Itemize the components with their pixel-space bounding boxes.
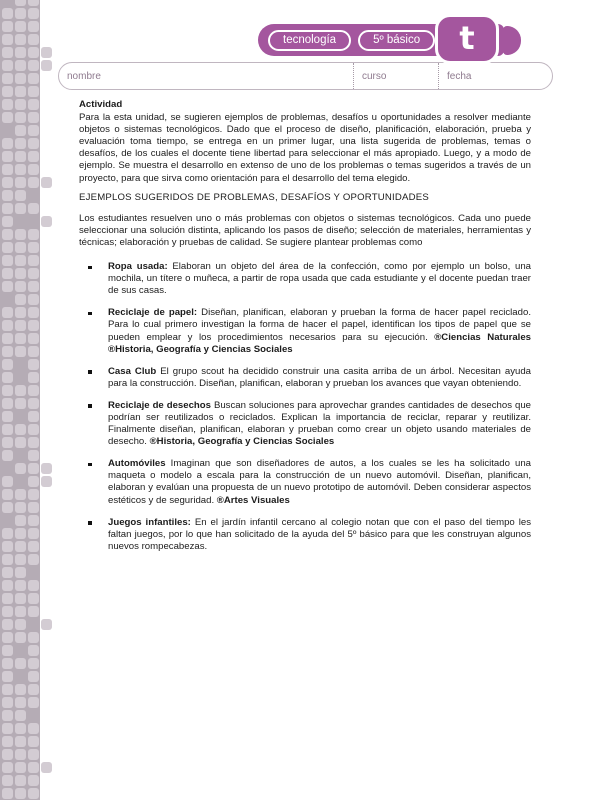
pattern-square [15,541,26,552]
pattern-square [2,398,13,409]
subject-pill: tecnología [268,30,351,51]
pattern-square [15,125,26,136]
grade-pill: 5º básico [358,30,435,51]
pattern-square [2,385,13,396]
pattern-square [28,255,39,266]
pattern-square [28,515,39,526]
pattern-square [15,21,26,32]
pattern-square [15,86,26,97]
bullet-lead: Casa Club [108,365,157,377]
pattern-square [2,99,13,110]
pattern-square [41,476,52,487]
pattern-square [15,528,26,539]
logo-badge [435,14,499,64]
pattern-square [15,658,26,669]
pattern-square [28,0,39,6]
pattern-square [41,762,52,773]
bullet-lead: Juegos infantiles: [108,516,191,528]
pattern-square [28,502,39,513]
pattern-square [2,60,13,71]
pattern-square [15,554,26,565]
pattern-square [15,164,26,175]
pattern-square [2,567,13,578]
pattern-square [15,151,26,162]
pattern-square [15,333,26,344]
list-item: Ropa usada: Elaboran un objeto del área de la confección, como por ejemplo un bolso, una mochila, un títere o muñeca, a partir de ropa usada que cada estudiante y el docente puedan traer de sus casas. [79,261,531,297]
pattern-square [15,723,26,734]
pattern-square [2,619,13,630]
pattern-square [15,398,26,409]
pattern-square [28,320,39,331]
decorative-pattern [0,0,40,800]
pattern-square [15,0,26,6]
pattern-square [28,242,39,253]
pattern-square [15,346,26,357]
pattern-square [15,242,26,253]
pattern-square [28,21,39,32]
pattern-square [28,684,39,695]
list-item: Juegos infantiles: En el jardín infantil cercano al colegio notan que con el paso del tiempo les faltan juegos, por lo que han solicitado de la ayuda del 5º básico para que les construyan algunos nuevos rompecabezas. [79,517,531,553]
bullet-lead: Reciclaje de papel: [108,307,198,319]
fecha-field[interactable] [438,63,552,89]
pattern-square [28,541,39,552]
pattern-square [15,294,26,305]
pattern-square [2,450,13,461]
pattern-square [2,177,13,188]
pattern-square [2,684,13,695]
pattern-square [28,736,39,747]
pattern-square [28,411,39,422]
list-item: Casa Club El grupo scout ha decidido construir una casita arriba de un árbol. Necesitan ayuda para la construcción. Diseñan, planifican, elaboran y prueban los avances que vayan obteniendo. [79,366,531,390]
worksheet-content [79,99,531,563]
bullet-lead: Ropa usada: [108,261,168,273]
pattern-square [15,268,26,279]
pattern-square [2,216,13,227]
pattern-square [28,671,39,682]
pattern-square [15,580,26,591]
pattern-square [28,372,39,383]
pattern-square [28,281,39,292]
pattern-square [2,138,13,149]
pattern-square [28,359,39,370]
pattern-square [2,346,13,357]
pattern-square [2,528,13,539]
pattern-square [15,73,26,84]
bullet-list [79,261,531,553]
pattern-square [28,47,39,58]
pattern-square [15,736,26,747]
pattern-square [15,606,26,617]
pattern-square [28,580,39,591]
pattern-square [28,450,39,461]
pattern-square [15,320,26,331]
activity-title: Actividad [79,99,123,110]
pattern-square [28,385,39,396]
student-info-row [58,62,553,90]
pattern-square [2,21,13,32]
pattern-square [2,268,13,279]
pattern-square [28,307,39,318]
pattern-square [2,593,13,604]
pattern-square [15,112,26,123]
list-item: Automóviles Imaginan que son diseñadores de autos, a los cuales se les ha solicitado una maqueta o modelo a escala para la construcción de un nuevo automóvil. Diseñan, planifican, elaboran y evalúan una propuesta de un nuevo prototipo de automóvil. Deben considerar aspectos estéticos y de seguridad. ®Artes Visuales [79,458,531,506]
pattern-square [2,359,13,370]
bullet-lead: Reciclaje de desechos [108,399,211,411]
pattern-square [41,47,52,58]
pattern-square [2,658,13,669]
pattern-square [2,723,13,734]
pattern-square [2,320,13,331]
pattern-square [15,190,26,201]
pattern-square [2,164,13,175]
list-item: Reciclaje de papel: Diseñan, planifican, elaboran y prueban la forma de hacer papel reciclado. Para lo cual primero investigan la forma de hacer el papel, identifican los tipos de papel que se pueden emplear y los procedimientos necesarios para su ejecución. ®Ciencias Naturales ®Historia, Geografía y Ciencias Sociales [79,307,531,355]
pattern-square [15,632,26,643]
pattern-square [28,177,39,188]
pattern-square [28,138,39,149]
pattern-square [28,60,39,71]
bullet-lead: Automóviles [108,458,166,470]
pattern-square [28,8,39,19]
pattern-square [41,463,52,474]
pattern-square [2,580,13,591]
pattern-square [15,515,26,526]
pattern-square [15,697,26,708]
subject-refs: ®Artes Visuales [216,494,290,506]
nombre-label: nombre [67,70,101,82]
pattern-square [28,463,39,474]
pattern-square [28,762,39,773]
pattern-square [2,203,13,214]
pattern-square [2,229,13,240]
pattern-square [15,60,26,71]
pattern-square [15,255,26,266]
pattern-square [2,710,13,721]
pattern-square [2,788,13,799]
pattern-square [28,489,39,500]
pattern-square [28,99,39,110]
tecnologia-logo-icon: t [459,18,475,57]
pattern-square [15,99,26,110]
pattern-square [2,47,13,58]
pattern-square [15,749,26,760]
pattern-square [28,606,39,617]
pattern-square [28,294,39,305]
subject-refs: ®Historia, Geografía y Ciencias Sociales [149,436,335,448]
pattern-square [28,151,39,162]
pattern-square [28,645,39,656]
pattern-square [15,281,26,292]
pattern-square [28,424,39,435]
pattern-square [28,86,39,97]
pattern-square [41,60,52,71]
pattern-square [2,671,13,682]
pattern-square [15,229,26,240]
pattern-square [41,177,52,188]
pattern-square [2,424,13,435]
pattern-square [2,112,13,123]
pattern-square [28,554,39,565]
pattern-square [15,47,26,58]
pattern-square [15,307,26,318]
pattern-square [41,619,52,630]
pattern-square [15,502,26,513]
pattern-square [2,502,13,513]
pattern-square [28,723,39,734]
pattern-square [28,528,39,539]
pattern-square [28,593,39,604]
logo-bump [503,26,521,55]
pattern-square [2,307,13,318]
pattern-square [2,554,13,565]
pattern-square [2,372,13,383]
pattern-square [28,658,39,669]
pattern-square [2,541,13,552]
pattern-square [2,489,13,500]
pattern-square [2,190,13,201]
pattern-square [28,268,39,279]
pattern-square [2,775,13,786]
intro-paragraph: Los estudiantes resuelven uno o más problemas con objetos o sistemas tecnológicos. Cada uno puede seleccionar una solución distinta, aplicando los pasos de diseño; selección de materiales, herramientas y técnicas; elaboración y pruebas de calidad. Se sugiere plantear problemas como [79,212,531,248]
list-item: Reciclaje de desechos Buscan soluciones para aprovechar grandes cantidades de desechos que podrían ser reutilizados o reciclados. Explican la importancia de reciclar, reparar y reutilizar. Finalmente diseñan, planifican, elaboran y prueban como crear un objeto usando materiales de desecho. ®Historia, Geografía y Ciencias Sociales [79,400,531,448]
pattern-square [15,567,26,578]
pattern-square [2,762,13,773]
pattern-square [28,788,39,799]
pattern-square [28,476,39,487]
pattern-square [15,619,26,630]
pattern-square [2,242,13,253]
pattern-square [28,229,39,240]
pattern-square [15,34,26,45]
pattern-square [2,645,13,656]
pattern-square [2,749,13,760]
pattern-square [2,73,13,84]
pattern-square [15,177,26,188]
pattern-square [15,593,26,604]
pattern-square [2,34,13,45]
pattern-square [28,437,39,448]
pattern-square [15,489,26,500]
pattern-square [28,697,39,708]
pattern-square [15,762,26,773]
fecha-label: fecha [447,70,472,82]
pattern-square [15,385,26,396]
curso-field[interactable] [353,63,438,89]
pattern-square [15,463,26,474]
pattern-square [2,8,13,19]
pattern-square [15,203,26,214]
pattern-square [28,632,39,643]
pattern-square [2,606,13,617]
pattern-square [2,281,13,292]
pattern-square [15,788,26,799]
pattern-square [28,34,39,45]
pattern-square [28,775,39,786]
pattern-square [28,203,39,214]
pattern-square [28,164,39,175]
pattern-square [2,333,13,344]
pattern-square [2,632,13,643]
pattern-square [2,437,13,448]
pattern-square [28,346,39,357]
pattern-square [15,138,26,149]
curso-label: curso [362,70,387,82]
pattern-square [15,710,26,721]
pattern-square [28,333,39,344]
pattern-square [2,151,13,162]
nombre-field[interactable] [59,63,353,89]
pattern-square [2,255,13,266]
pattern-square [15,775,26,786]
pattern-square [2,86,13,97]
pattern-square [15,424,26,435]
pattern-square [28,749,39,760]
pattern-square [15,437,26,448]
subject-refs: ®Ciencias Naturales ®Historia, Geografía y Ciencias Sociales [108,331,531,355]
pattern-square [28,112,39,123]
pattern-square [28,125,39,136]
pattern-square [15,8,26,19]
pattern-square [28,398,39,409]
pattern-square [28,73,39,84]
pattern-square [41,216,52,227]
pattern-square [2,697,13,708]
pattern-square [2,736,13,747]
section-heading: EJEMPLOS SUGERIDOS DE PROBLEMAS, DESAFÍOS Y OPORTUNIDADES [79,191,429,203]
pattern-square [2,476,13,487]
pattern-square [15,684,26,695]
activity-paragraph: Para la esta unidad, se sugieren ejemplos de problemas, desafíos u oportunidades a resolver mediante objetos o sistemas tecnológicos. Dado que el proceso de diseño, planificación, elaboración, prueba y evaluación toma tiempo, se entrega en un primer lugar, una lista sugerida de problemas, temas o desafíos, de los cuales el docente tiene libertad para seleccionar el más apropiado. Luego, y a modo de ejemplo. Se muestra el desarrollo en extenso de uno de los problemas o temas sugeridos a través de un proyecto, para que sirva como orientación para el desarrollo del tema elegido. [79,112,531,184]
pattern-square [2,411,13,422]
